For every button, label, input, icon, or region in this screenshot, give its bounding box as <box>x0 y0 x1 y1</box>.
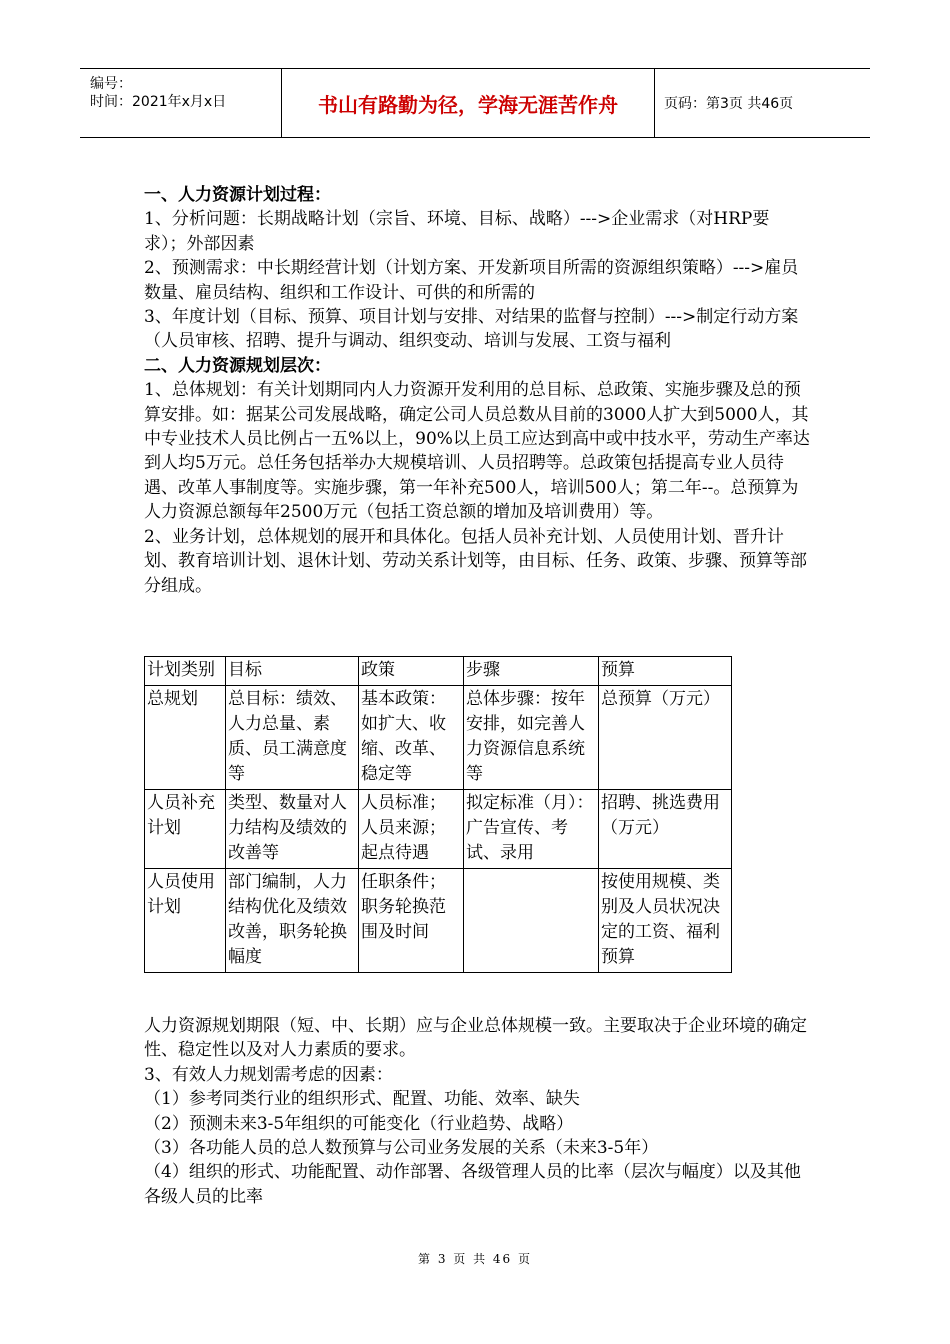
factor-item: （3）各功能人员的总人数预算与公司业务发展的关系（未来3-5年） <box>144 1138 659 1159</box>
factor-item: （1）参考同类行业的组织形式、配置、功能、效率、缺失 <box>144 1089 580 1110</box>
section1-item: 1、分析问题：长期战略计划（宗旨、环境、目标、战略）--->企业需求（对HRP要求）；外部因素 <box>144 209 770 254</box>
section3-heading: 3、有效人力规划需考虑的因素： <box>144 1064 393 1085</box>
planning-period-note: 人力资源规划期限（短、中、长期）应与企业总体规模一致。主要取决于企业环境的确定性、稳定性以及对人力素质的要求。 <box>144 1016 807 1061</box>
table-cell: 总规划 <box>145 686 226 790</box>
header-meta <box>80 69 282 137</box>
section2-para: 1、总体规划：有关计划期同内人力资源开发利用的总目标、总政策、实施步骤及总的预算安排。如：据某公司发展战略，确定公司人员总数从目前的3000人扩大到5000人，其中专业技术人员比例占一五%以上，90%以上员工应达到高中或中技水平，劳动生产率达到人均5万元。总任务包括举办大规模培训、人员招聘等。总政策包括提高专业人员待遇、改革人事制度等。实施步骤，第一年补充500人，培训500人；第二年--。总预算为人力资源总额每年2500万元（包括工资总额的增加及培训费用）等。 <box>144 380 810 523</box>
section1-item: 3、年度计划（目标、预算、项目计划与安排、对结果的监督与控制）--->制定行动方案（人员审核、招聘、提升与调动、组织变动、培训与发展、工资与福利 <box>144 307 799 352</box>
table-cell: 总预算（万元） <box>599 686 732 790</box>
plan-table <box>144 656 732 973</box>
section3-content <box>144 1014 810 1209</box>
table-cell: 招聘、挑选费用（万元） <box>599 790 732 869</box>
page-footer: 第 3 页 共 46 页 <box>418 1252 532 1266</box>
table-cell: 类型、数量对人力结构及绩效的改善等 <box>226 790 359 869</box>
table-header-row <box>145 657 732 686</box>
table-cell: 总体步骤：按年安排，如完善人力资源信息系统等 <box>464 686 599 790</box>
number-label: 编号： <box>90 76 132 92</box>
page-header <box>80 68 870 138</box>
table-cell: 部门编制，人力结构优化及绩效改善，职务轮换幅度 <box>226 869 359 973</box>
table-header-cell: 预算 <box>599 657 732 686</box>
table-cell <box>464 869 599 973</box>
time-label: 时间：2021年x月x日 <box>90 94 227 110</box>
table-header-cell: 步骤 <box>464 657 599 686</box>
table-cell: 人员补充计划 <box>145 790 226 869</box>
table-cell: 人员标准；人员来源；起点待遇 <box>359 790 464 869</box>
table-cell: 拟定标准（月）：广告宣传、考试、录用 <box>464 790 599 869</box>
section1-heading: 一、人力资源计划过程： <box>144 185 331 205</box>
table-row <box>145 790 732 869</box>
table-row <box>145 686 732 790</box>
page-info: 页码：第3页 共46页 <box>664 96 794 112</box>
table-cell: 基本政策：如扩大、收缩、改革、稳定等 <box>359 686 464 790</box>
table-header-cell: 计划类别 <box>145 657 226 686</box>
factor-item: （2）预测未来3-5年组织的可能变化（行业趋势、战略） <box>144 1113 574 1134</box>
table-header-cell: 目标 <box>226 657 359 686</box>
factor-item: （4）组织的形式、功能配置、动作部署、各级管理人员的比率（层次与幅度）以及其他各级人员的比率 <box>144 1162 801 1207</box>
table-cell: 按使用规模、类别及人员状况决定的工资、福利预算 <box>599 869 732 973</box>
motto: 书山有路勤为径，学海无涯苦作舟 <box>282 69 655 137</box>
section2-para: 2、业务计划，总体规划的展开和具体化。包括人员补充计划、人员使用计划、晋升计划、教育培训计划、退休计划、劳动关系计划等，由目标、任务、政策、步骤、预算等部分组成。 <box>144 526 807 596</box>
table-header-cell: 政策 <box>359 657 464 686</box>
section2-heading: 二、人力资源规划层次： <box>144 355 331 376</box>
table-cell: 人员使用计划 <box>145 869 226 973</box>
section1-item: 2、预测需求：中长期经营计划（计划方案、开发新项目所需的资源组织策略）--->雇员数量、雇员结构、组织和工作设计、可供的和所需的 <box>144 258 799 303</box>
table-cell: 总目标：绩效、人力总量、素质、员工满意度等 <box>226 686 359 790</box>
table-cell: 任职条件；职务轮换范围及时间 <box>359 869 464 973</box>
table-row <box>145 869 732 973</box>
main-content <box>144 183 810 598</box>
